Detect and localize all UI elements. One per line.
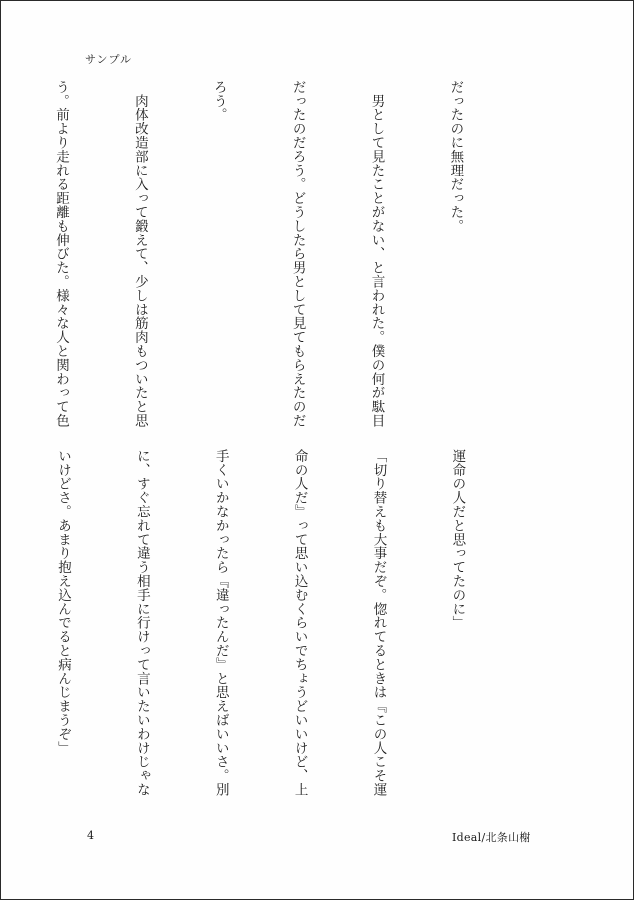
- text-line: だったのだろう。どうしたら男として見てもらえたのだ: [289, 80, 306, 428]
- text-line: 肉体改造部に入って鍛えて、少しは筋肉もついたと思: [131, 80, 148, 428]
- text-block-top: [0, 80, 521, 428]
- text-line: 「切り替えも大事だぞ。惚れてるときは『この人こそ運: [370, 449, 387, 797]
- text-line: ろう。: [210, 80, 227, 122]
- text-line: に、すぐ忘れて違う相手に行けって言いたいわけじゃな: [133, 449, 150, 797]
- text-line: 命の人だ』って思い込むくらいでちょうどいいけど、上: [291, 449, 308, 797]
- sample-label: サンプル: [85, 53, 133, 66]
- text-line: 運命の人だと思ってたのに」: [449, 449, 466, 630]
- text-line: 男として見たことがない、と言われた。僕の何が駄目: [368, 80, 385, 428]
- text-line: いけどさ。あまり抱え込んでると病んじまうぞ」: [54, 449, 71, 755]
- text-line: 手くいかなかったら『違ったんだ』と思えばいいさ。別: [212, 449, 229, 797]
- text-line: だったのに無理だった。: [447, 80, 464, 233]
- text-block-bottom: [0, 449, 523, 797]
- text-line: う。前より走れる距離も伸びた。様々な人と関わって色: [52, 80, 69, 428]
- book-title: Ideal/北条山榭: [452, 831, 531, 844]
- page-number: 4: [87, 829, 94, 842]
